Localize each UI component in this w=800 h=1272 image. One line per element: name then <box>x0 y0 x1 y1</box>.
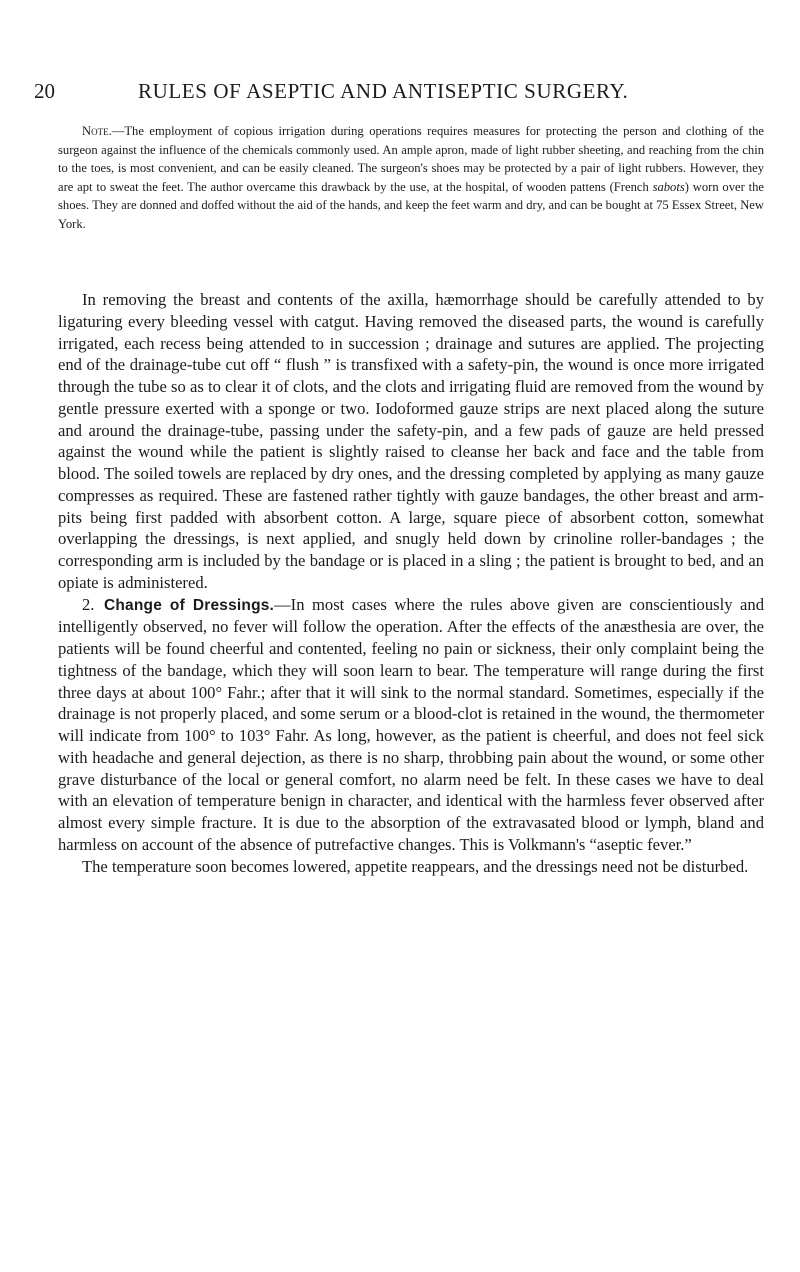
note-italic-word: sabots <box>652 179 685 194</box>
section-heading: Change of Dressings. <box>103 596 275 614</box>
section-text: In most cases where the rules above given are conscientiously and intelligently observed, no fever will follow the operation. After the effects of the anæsthesia are over, the patients will be found cheerful and contented, feeling no pain or sickness, their only complaint being the tightness of the bandage, which they will soon learn to bear. The temperature will range during the first three days at about 100° Fahr.; after that it will sink to the normal standard. Sometimes, especially if the drainage is not properly placed, and some serum or a blood-clot is retained in the wound, the thermometer will indicate from 100° to 103° Fahr. As long, however, as the patient is cheerful, and does not feel sick with headache and general dejection, as there is no sharp, throbbing pain about the wound, or some other grave disturbance of the local or general comfort, no alarm need be felt. In these cases we have to deal with an elevation of temperature benign in character, and identical with the harmless fever observed after almost every simple fracture. It is due to the absorption of the extravasated blood or lymph, bland and harmless on account of the absence of putrefactive changes. This is Volkmann's “aseptic fever.” <box>58 594 764 854</box>
footnote <box>58 122 764 233</box>
section-dash: — <box>274 594 291 614</box>
note-dash: — <box>111 124 125 138</box>
body-text <box>58 289 764 877</box>
note-label: Note. <box>82 124 112 138</box>
page-header <box>34 78 764 108</box>
paragraph-breast-removal: In removing the breast and contents of the axilla, hæmorrhage should be carefully attended to by ligaturing every bleeding vessel with catgut. Having removed the diseased parts, the wound is carefully irrigated, each recess being attended to in succession ; drainage and sutures are applied. The projecting end of the drainage-tube cut off “ flush ” is transfixed with a safety-pin, the wound is once more irrigated through the tube so as to clear it of clots, and the clots and irrigating fluid are removed from the wound by gentle pressure exerted with a sponge or two. Iodoformed gauze strips are next placed along the suture and around the drainage-tube, passing under the safety-pin, and a few pads of gauze are held pressed against the wound while the patient is slightly raised to cleanse her back and face and the table from blood. The soiled towels are replaced by dry ones, and the dressing completed by applying as many gauze compresses as required. These are fastened rather tightly with gauze bandages, the other breast and arm-pits being first padded with absorbent cotton. A large, square piece of absorbent cotton, somewhat overlapping the dressings, is next applied, and snugly held down by crinoline roller-bandages ; the corresponding arm is included by the bandage or is placed in a sling ; the patient is brought to bed, and an opiate is administered. <box>58 290 764 592</box>
paragraph-temperature: The temperature soon becomes lowered, appetite reappears, and the dressings need not be disturbed. <box>82 856 749 876</box>
note-text-b: ) worn over the shoes. They are donned and doffed without the aid of the hands, and keep the feet warm and dry, and can be bought at 75 Essex Street, New York. <box>58 179 764 231</box>
running-title: RULES OF ASEPTIC AND ANTISEPTIC SURGERY. <box>138 79 629 103</box>
section-change-of-dressings <box>58 594 764 856</box>
page-number: 20 <box>34 79 55 103</box>
section-number: 2. <box>82 594 95 614</box>
note-text-a: The employment of copious irrigation during operations requires measures for protecting the person and clothing of the surgeon against the influence of the chemicals commonly used. An ample apron, made of light rubber sheeting, and reaching from the chin to the toes, is most convenient, and can be easily cleaned. The surgeon's shoes may be protected by a pair of light rubbers. However, they are apt to sweat the feet. The author overcame this drawback by the use, at the hospital, of wooden pattens (French <box>58 124 764 194</box>
